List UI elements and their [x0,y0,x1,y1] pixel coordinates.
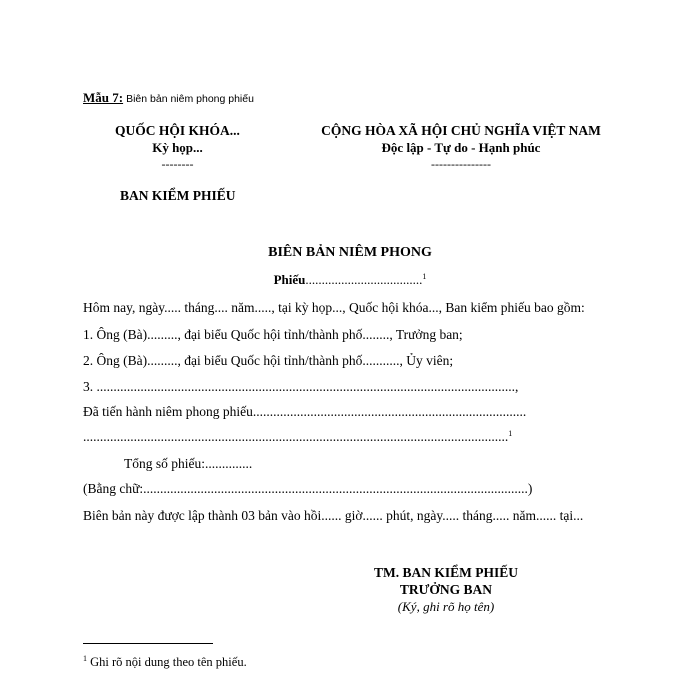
header-left [100,122,255,173]
sealing-dots: .............................................................................................................................. [83,429,509,444]
signature-role: TRƯỞNG BAN [399,582,493,597]
form-description: Biên bản niêm phong phiếu [126,93,254,105]
body-line-sealing: Đã tiến hành niêm phong phiếu................................................................................. [83,404,527,419]
document-title: BIÊN BẢN NIÊM PHONG [268,245,432,260]
country-name: CỘNG HÒA XÃ HỘI CHỦ NGHĨA VIỆT NAM [321,123,601,138]
committee-name: BAN KIỂM PHIẾU [120,188,236,203]
form-label [83,90,254,106]
signature-block [346,564,546,615]
body-line-member-3: 3. ............................................................................................................................, [83,379,519,394]
document-subtitle [0,272,700,288]
header-right [296,122,626,173]
header-right-rule: --------------- [431,157,491,171]
ballot-dots: .................................... [305,272,423,287]
body-line-in-words: (Bằng chữ:..................................................................................................................) [83,481,533,496]
footnote-rule [83,643,213,644]
footnote-ref: 1 [422,272,427,281]
ballot-label: Phiếu [273,272,306,287]
footnote [83,655,247,670]
form-number: Mẫu 7: [83,90,124,105]
footnote-number: 1 [83,654,87,663]
national-assembly-term: QUỐC HỘI KHÓA... [115,123,240,138]
signature-org: TM. BAN KIỂM PHIẾU [373,565,518,580]
session-label: Kỳ họp... [152,140,203,155]
footnote-ref: 1 [508,429,513,438]
national-motto: Độc lập - Tự do - Hạnh phúc [381,140,541,155]
body-line-sealing-cont [83,429,512,445]
body-line-member-2: 2. Ông (Bà)........., đại biểu Quốc hội tỉnh/thành phố..........., Ủy viên; [83,353,454,368]
body-line-total: Tổng số phiếu:.............. [124,456,253,471]
header-left-rule: -------- [161,157,194,171]
body-line-date: Hôm nay, ngày..... tháng.... năm....., tại kỳ họp..., Quốc hội khóa..., Ban kiểm phiếu bao gồm: [83,300,585,315]
body-line-member-1: 1. Ông (Bà)........., đại biểu Quốc hội tỉnh/thành phố........, Trưởng ban; [83,327,463,342]
signature-instruction: (Ký, ghi rõ họ tên) [397,599,495,614]
footnote-text: Ghi rõ nội dung theo tên phiếu. [87,655,247,669]
body-line-copies: Biên bản này được lập thành 03 bản vào hồi...... giờ...... phút, ngày..... tháng..... năm...... tại... [83,508,584,523]
